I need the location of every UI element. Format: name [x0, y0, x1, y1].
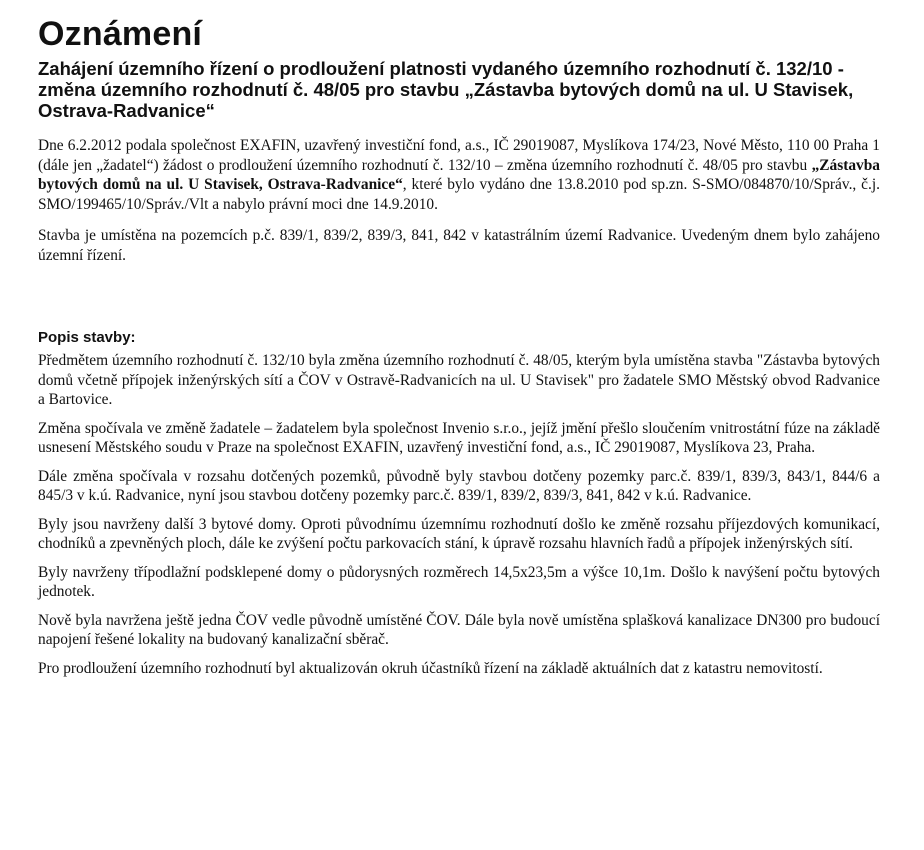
description-paragraph: Nově byla navržena ještě jedna ČOV vedle původně umístěné ČOV. Dále byla nově umístěna splašková kanalizace DN300 pro budoucí napojení řešené lokality na budovaný kanalizační sběrač.: [38, 611, 880, 648]
intro-paragraph: [38, 136, 880, 214]
description-paragraph: Předmětem územního rozhodnutí č. 132/10 byla změna územního rozhodnutí č. 48/05, kterým byla umístěna stavba "Zástavba bytových domů včetně přípojek inženýrských sítí a ČOV v Ostravě-Radvanicích na ul. U Stavisek" pro žadatele SMO Městský obvod Radvanice a Bartovice.: [38, 352, 880, 408]
description-paragraph: Pro prodloužení územního rozhodnutí byl aktualizován okruh účastníků řízení na základě aktuálních dat z katastru nemovitostí.: [38, 659, 823, 677]
document-page: [38, 14, 880, 678]
intro-text-start: Dne 6.2.2012 podala společnost EXAFIN, uzavřený investiční fond, a.s., IČ 29019087, Myslíkova 174/23, Nové Město, 110 00 Praha 1 (dále jen „žadatel“) žádost o prodloužení územního rozhodnutí č. 132/10 – změna územního rozhodnutí č. 48/05 pro stavbu: [38, 137, 880, 174]
site-paragraph: Stavba je umístěna na pozemcích p.č. 839/1, 839/2, 839/3, 841, 842 v katastrálním území Radvanice. Uvedeným dnem bylo zahájeno územní řízení.: [38, 227, 880, 264]
description-paragraph: Byly navrženy třípodlažní podsklepené domy o půdorysných rozměrech 14,5x23,5m a výšce 10,1m. Došlo k navýšení počtu bytových jednotek.: [38, 563, 880, 600]
project-name: „Zástavba bytových domů na ul. U Stavisek, Ostrava-Radvanice“: [38, 156, 880, 193]
description-paragraph: Dále změna spočívala v rozsahu dotčených pozemků, původně byly stavbou dotčeny pozemky parc.č. 839/1, 839/3, 843/1, 844/6 a 845/3 v k.ú. Radvanice, nyní jsou stavbou dotčeny pozemky parc.č. 839/1, 839/2, 839/3, 841, 842 v k.ú. Radvanice.: [38, 467, 880, 504]
intro-text-end: , které bylo vydáno dne 13.8.2010 pod sp.zn. S-SMO/084870/10/Správ., č.j. SMO/199465/10/Správ./Vlt a nabylo právní moci dne 14.9.2010.: [38, 176, 880, 213]
description-paragraph: Byly jsou navrženy další 3 bytové domy. Oproti původnímu územnímu rozhodnutí došlo ke změně rozsahu příjezdových komunikací, chodníků a zpevněných ploch, dále ke zvýšení počtu parkovacích stání, k úpravě rozsahu hlavních řadů a přípojek inženýrských sítí.: [38, 515, 880, 552]
section-heading-description: Popis stavby:: [38, 329, 136, 346]
description-paragraph: Změna spočívala ve změně žadatele – žadatelem byla společnost Invenio s.r.o., jejíž jmění přešlo sloučením vnitrostátní fúze na základě usnesení Městského soudu v Praze na společnost EXAFIN, uzavřený investiční fond, a.s., IČ 29019087, Myslíkova 23, Praha.: [38, 419, 880, 456]
document-subtitle: Zahájení územního řízení o prodloužení platnosti vydaného územního rozhodnutí č. 132/10 - změna územního rozhodnutí č. 48/05 pro stavbu „Zástavba bytových domů na ul. U Stavisek, Ostrava-Radvanice“: [38, 58, 854, 121]
document-title: Oznámení: [38, 15, 203, 53]
